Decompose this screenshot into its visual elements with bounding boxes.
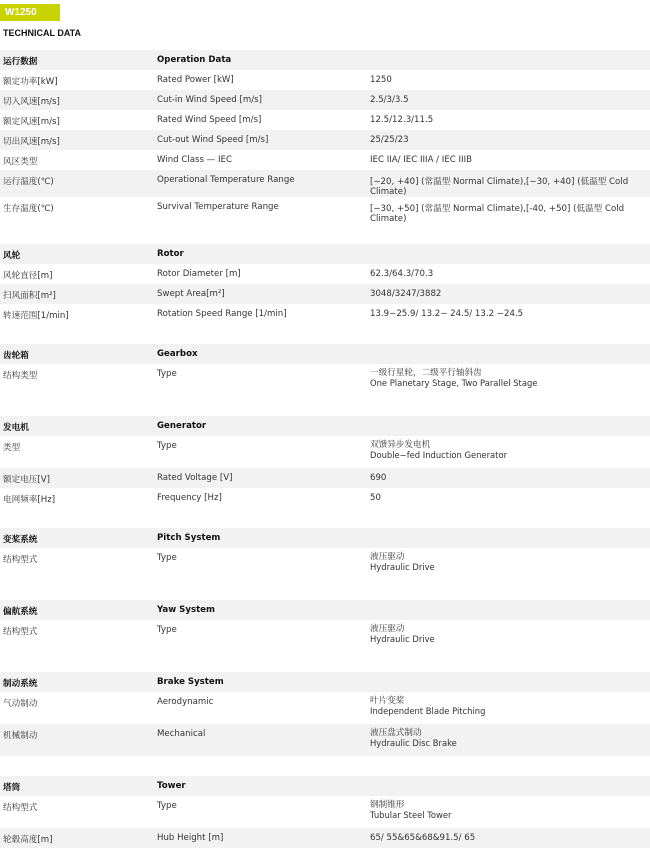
- spec-label-en: Rotor Diameter [m]: [157, 269, 241, 279]
- spec-value: 690: [370, 473, 387, 483]
- section-header: [0, 776, 650, 796]
- spec-row: [0, 796, 650, 828]
- spec-value: [368, 436, 650, 460]
- spec-label-zh: 额定电压[V]: [3, 475, 50, 485]
- spec-row: [0, 436, 650, 468]
- spec-value: [368, 724, 650, 748]
- spec-row: [0, 548, 650, 580]
- spec-label-en: Frequency [Hz]: [157, 493, 222, 503]
- spec-label-zh: 结构类型: [3, 371, 38, 381]
- section-title-en: Pitch System: [157, 533, 221, 543]
- spec-row: [0, 692, 650, 724]
- section-title-zh: 运行数据: [3, 57, 38, 67]
- spec-value: 50: [370, 493, 381, 503]
- spec-section: [0, 776, 650, 848]
- section-title-zh: 变桨系统: [3, 535, 38, 545]
- spec-value: IEC IIA/ IEC IIIA / IEC IIIB: [370, 155, 473, 165]
- section-title-en: Gearbox: [157, 349, 198, 359]
- spec-row: [0, 828, 650, 848]
- spec-row: [0, 197, 650, 224]
- spec-value-en: Independent Blade Pitching: [370, 706, 486, 716]
- spec-value: 25/25/23: [370, 135, 409, 145]
- section-header: [0, 528, 650, 548]
- section-header-spacer: [368, 672, 650, 677]
- spec-label-zh: 额定功率[kW]: [3, 77, 58, 87]
- spec-section: [0, 672, 650, 756]
- section-header-spacer: [368, 528, 650, 533]
- section-title-zh: 发电机: [3, 423, 29, 433]
- spec-row: [0, 620, 650, 652]
- spec-value: 1250: [370, 75, 392, 85]
- section-title-en: Rotor: [157, 249, 184, 259]
- spec-value-en: Hydraulic Drive: [370, 634, 435, 644]
- spec-label-zh: 生存温度(℃): [3, 204, 54, 214]
- technical-data-tables: [0, 50, 650, 868]
- section-title-en: Brake System: [157, 677, 224, 687]
- spec-label-en: Type: [157, 441, 177, 451]
- section-header-spacer: [368, 600, 650, 605]
- spec-row: [0, 264, 650, 284]
- spec-row: [0, 364, 650, 396]
- spec-label-zh: 切出风速[m/s]: [3, 137, 60, 147]
- section-title-en: Generator: [157, 421, 207, 431]
- section-header: [0, 344, 650, 364]
- section-header: [0, 244, 650, 264]
- spec-row: [0, 304, 650, 324]
- section-title-en: Tower: [157, 781, 186, 791]
- spec-label-zh: 类型: [3, 443, 21, 453]
- spec-label-en: Aerodynamic: [157, 697, 214, 707]
- spec-label-zh: 结构型式: [3, 555, 38, 565]
- spec-value: 12.5/12.3/11.5: [370, 115, 434, 125]
- section-title-zh: 齿轮箱: [3, 351, 29, 361]
- spec-label-en: Type: [157, 625, 177, 635]
- section-header-spacer: [368, 416, 650, 421]
- spec-row: [0, 70, 650, 90]
- section-title-zh: 偏航系统: [3, 607, 38, 617]
- spec-label-zh: 气动制动: [3, 699, 38, 709]
- spec-value: [368, 364, 650, 388]
- spec-label-zh: 机械制动: [3, 731, 38, 741]
- spec-value: 62.3/64.3/70.3: [370, 269, 434, 279]
- spec-value-zh: 液压盘式制动: [370, 728, 422, 738]
- spec-value-zh: 双馈异步发电机: [370, 440, 431, 450]
- section-title-en: Yaw System: [157, 605, 215, 615]
- spec-label-en: Type: [157, 369, 177, 379]
- spec-label-zh: 风区类型: [3, 157, 38, 167]
- spec-row: [0, 110, 650, 130]
- spec-row: [0, 724, 650, 756]
- spec-section: [0, 600, 650, 652]
- spec-label-en: Survival Temperature Range: [157, 202, 279, 212]
- spec-value: [368, 796, 650, 820]
- spec-value: 13.9−25.9/ 13.2− 24.5/ 13.2 −24.5: [370, 309, 524, 319]
- spec-section: [0, 244, 650, 324]
- spec-value-zh: 液压驱动: [370, 624, 405, 634]
- spec-label-en: Cut-in Wind Speed [m/s]: [157, 95, 262, 105]
- spec-label-zh: 运行温度(℃): [3, 177, 54, 187]
- spec-label-en: Cut-out Wind Speed [m/s]: [157, 135, 269, 145]
- spec-value-zh: 一级行星轮，二级平行轴斜齿: [370, 368, 482, 378]
- spec-label-zh: 切入风速[m/s]: [3, 97, 60, 107]
- spec-value-zh: 叶片变桨: [370, 696, 405, 706]
- spec-value-en: Double−fed Induction Generator: [370, 450, 508, 460]
- spec-value: 65/ 55&65&68&91.5/ 65: [370, 833, 476, 843]
- spec-label-zh: 风轮直径[m]: [3, 271, 53, 281]
- spec-label-zh: 扫风面积[m²]: [3, 291, 56, 301]
- spec-value-en: Hydraulic Disc Brake: [370, 738, 457, 748]
- spec-label-zh: 转速范围[1/min]: [3, 311, 69, 321]
- spec-section: [0, 528, 650, 580]
- spec-value: [368, 620, 650, 644]
- spec-value: [−20, +40] (常温型 Normal Climate),[−30, +40] (低温型 Cold Climate): [370, 177, 629, 197]
- spec-value: [368, 548, 650, 572]
- spec-label-en: Rotation Speed Range [1/min]: [157, 309, 287, 319]
- spec-label-en: Rated Voltage [V]: [157, 473, 233, 483]
- spec-value-en: Hydraulic Drive: [370, 562, 435, 572]
- spec-label-en: Type: [157, 553, 177, 563]
- model-badge: W1250: [0, 4, 60, 21]
- spec-row: [0, 130, 650, 150]
- spec-section: [0, 50, 650, 224]
- spec-row: [0, 150, 650, 170]
- spec-label-en: Rated Wind Speed [m/s]: [157, 115, 262, 125]
- section-header: [0, 672, 650, 692]
- spec-value: [−30, +50] (常温型 Normal Climate),[-40, +50] (低温型 Cold Climate): [370, 204, 625, 224]
- document-title: TECHNICAL DATA: [3, 28, 81, 38]
- spec-label-en: Wind Class — IEC: [157, 155, 232, 165]
- section-header-spacer: [368, 50, 650, 55]
- spec-label-zh: 轮毂高度[m]: [3, 835, 53, 845]
- spec-row: [0, 90, 650, 110]
- section-header-spacer: [368, 776, 650, 781]
- section-title-en: Operation Data: [157, 55, 232, 65]
- spec-label-zh: 电网频率[Hz]: [3, 495, 56, 505]
- section-header: [0, 600, 650, 620]
- spec-section: [0, 416, 650, 508]
- section-title-zh: 塔筒: [3, 783, 21, 793]
- section-header-spacer: [368, 344, 650, 349]
- section-header: [0, 50, 650, 70]
- section-header: [0, 416, 650, 436]
- section-title-zh: 风轮: [3, 251, 21, 261]
- spec-row: [0, 170, 650, 197]
- spec-label-en: Hub Height [m]: [157, 833, 224, 843]
- spec-section: [0, 344, 650, 396]
- spec-label-zh: 结构型式: [3, 803, 38, 813]
- spec-value: 2.5/3/3.5: [370, 95, 409, 105]
- spec-label-zh: 结构型式: [3, 627, 38, 637]
- spec-value-en: Tubular Steel Tower: [370, 810, 452, 820]
- section-header-spacer: [368, 244, 650, 249]
- spec-value-en: One Planetary Stage, Two Parallel Stage: [370, 378, 538, 388]
- section-title-zh: 制动系统: [3, 679, 38, 689]
- spec-label-en: Mechanical: [157, 729, 206, 739]
- spec-value-zh: 液压驱动: [370, 552, 405, 562]
- spec-label-en: Swept Area[m²]: [157, 289, 225, 299]
- spec-label-en: Type: [157, 801, 177, 811]
- spec-value: 3048/3247/3882: [370, 289, 442, 299]
- spec-row: [0, 468, 650, 488]
- spec-label-en: Rated Power [kW]: [157, 75, 234, 85]
- spec-row: [0, 488, 650, 508]
- spec-label-en: Operational Temperature Range: [157, 175, 295, 185]
- spec-label-zh: 额定风速[m/s]: [3, 117, 60, 127]
- spec-value: [368, 692, 650, 716]
- spec-row: [0, 284, 650, 304]
- spec-value-zh: 钢制锥形: [370, 800, 405, 810]
